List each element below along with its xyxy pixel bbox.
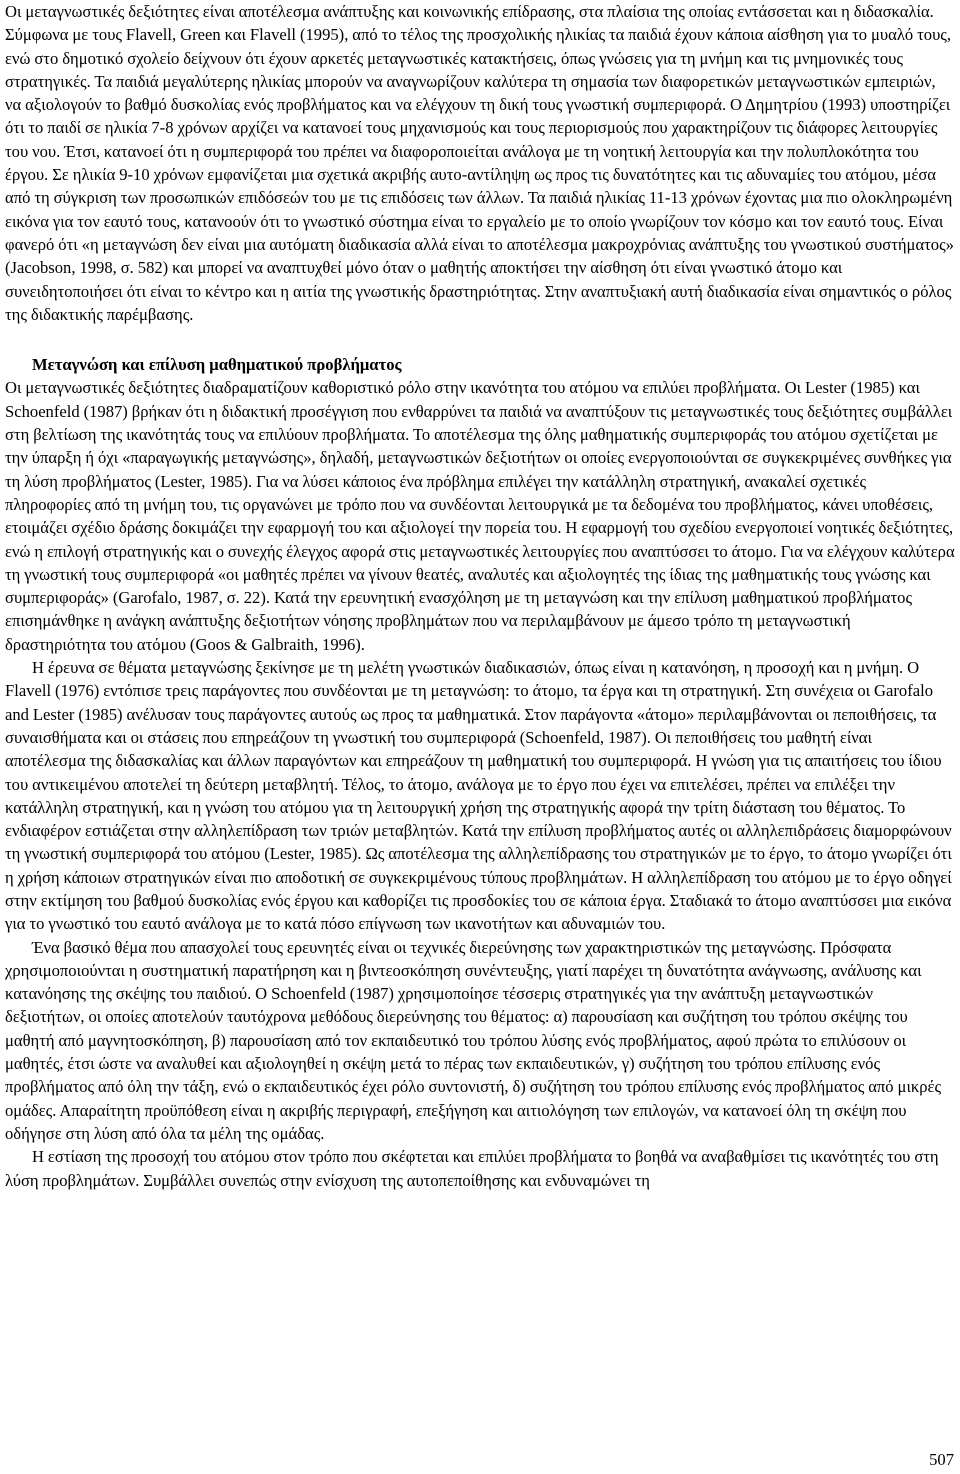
section-paragraph-1: Οι μεταγνωστικές δεξιότητες διαδραματίζουν καθοριστικό ρόλο στην ικανότητα του ατόμου να επιλύει προβλήματα. Οι Lester (1985) και Schoenfeld (1987) βρήκαν ότι η διδακτική προσέγγιση που ενθαρρύνει τα παιδιά να αναπτύξουν τις μεταγνωστικές τους δεξιότητες συμβάλλει στη βελτίωση της ικανότητάς τους να επιλύουν προβλήματα. Το αποτέλεσμα της όλης μαθηματικής συμπεριφοράς του ατόμου σχετίζεται με την ύπαρξη ή όχι «παραγωγικής μεταγνώσης», δηλαδή, μεταγνωστικών δεξιοτήτων οι οποίες ενεργοποιούνται σε συγκεκριμένες συνθήκες για τη λύση προβλήματος (Lester, 1985). Για να λύσει κάποιος ένα πρόβλημα επιλέγει την κατάλληλη στρατηγική, ανακαλεί σχετικές πληροφορίες από τη μνήμη του, τις οργανώνει με τρόπο που να συνδέονται λειτουργικά με τα δεδομένα του προβλήματος, κάνει υποθέσεις, ετοιμάζει σχέδιο δράσης δοκιμάζει την εφαρμογή του και αξιολογεί την πορεία του. Η εφαρμογή του σχεδίου ενεργοποιεί νοητικές δεξιότητες, ενώ η επιλογή στρατηγικής και ο συνεχής έλεγχος αφορά στις μεταγνωστικές λειτουργίες που αναπτύσσει το άτομο. Για να ελέγχουν καλύτερα τη γνωστική τους συμπεριφορά «οι μαθητές πρέπει να γίνουν θεατές, αναλυτές και αξιολογητές της ίδιας της μαθηματικής τους γνώσης και συμπεριφοράς» (Garofalo, 1987, σ. 22). Κατά την ερευνητική ενασχόληση με τη μεταγνώση και την επίλυση μαθηματικού προβλήματος επισημάνθηκε η ανάγκη ανάπτυξης δεξιοτήτων νόησης προβλημάτων που να περιλαμβάνουν με άμεσο τρόπο τη μεταγνωστική δραστηριότητα του ατόμου (Goos & Galbraith, 1996).: [5, 378, 955, 654]
section-paragraph-4: Η εστίαση της προσοχή του ατόμου στον τρόπο που σκέφτεται και επιλύει προβλήματα το βοηθά να αναβαθμίσει τις ικανότητές του στη λύση προβλημάτων. Συμβάλλει συνεπώς στην ενίσχυση της αυτοπεποίθησης και ενδυναμώνει τη: [5, 1147, 939, 1190]
intro-paragraph: Οι μεταγνωστικές δεξιότητες είναι αποτέλεσμα ανάπτυξης και κοινωνικής επίδρασης, στα πλαίσια της οποίας εντάσσεται και η διδασκαλία. Σύμφωνα με τους Flavell, Green και Flavell (1995), από το τέλος της προσχολικής ηλικίας τα παιδιά έχουν κάποια αίσθηση για το μυαλό τους, ενώ στο δημοτικό σχολείο δείχνουν ότι έχουν αρκετές μεταγνωστικές κατακτήσεις, όπως γνώσεις για τη μνήμη και τις μνημονικές τους στρατηγικές. Τα παιδιά μεγαλύτερης ηλικίας μπορούν να αναγνωρίζουν καλύτερα τη σημασία των διαφορετικών μεταγνωστικών εμπειριών, να αξιολογούν το βαθμό δυσκολίας ενός προβλήματος και να ελέγχουν τη δική τους γνωστική συμπεριφορά. Ο Δημητρίου (1993) υποστηρίζει ότι το παιδί σε ηλικία 7-8 χρόνων αρχίζει να κατανοεί τους μηχανισμούς και τους περιορισμούς που χαρακτηρίζουν τις διάφορες λειτουργίες του νου. Έτσι, κατανοεί ότι η συμπεριφορά του πρέπει να διαφοροποιείται ανάλογα με τη νοητική λειτουργία και την πολυπλοκότητα του έργου. Σε ηλικία 9-10 χρόνων εμφανίζεται μια σχετικά ακριβής αυτο-αντίληψη ως προς τις δυνατότητες και τις αδυναμίες του ατόμου, μέσα από τη σύγκριση των προσωπικών επιδόσεών του με τις επιδόσεις των άλλων. Τα παιδιά ηλικίας 11-13 χρόνων έχοντας μια πιο ολοκληρωμένη εικόνα για τον εαυτό τους, κατανοούν ότι το γνωστικό σύστημα είναι το εργαλείο με το οποίο γνωρίζουν τον κόσμο και τον εαυτό τους. Είναι φανερό ότι «η μεταγνώση δεν είναι μια αυτόματη διαδικασία αλλά είναι το αποτέλεσμα μακροχρόνιας ανάπτυξης του γνωστικού συστήματος» (Jacobson, 1998, σ. 582) και μπορεί να αναπτυχθεί μόνο όταν ο μαθητής αποκτήσει την αίσθηση ότι είναι γνωστικό άτομο και συνειδητοποιήσει ότι είναι το κέντρο και η αιτία της γνωστικής δραστηριότητας. Στην αναπτυξιακή αυτή διαδικασία είναι σημαντικός ο ρόλος της διδακτικής παρέμβασης.: [5, 2, 954, 324]
page-number: 507: [929, 1450, 954, 1469]
section-heading: Μεταγνώση και επίλυση μαθηματικού προβλήματος: [32, 355, 402, 375]
section-paragraph-2: Η έρευνα σε θέματα μεταγνώσης ξεκίνησε με τη μελέτη γνωστικών διαδικασιών, όπως είναι η κατανόηση, η προσοχή και η μνήμη. Ο Flavell (1976) εντόπισε τρεις παράγοντες που συνδέονται με τη μεταγνώση: το άτομο, τα έργα και τη στρατηγική. Στη συνέχεια οι Garofalo and Lester (1985) ανέλυσαν τους παράγοντες αυτούς ως προς τα μαθηματικά. Στον παράγοντα «άτομο» περιλαμβάνονται οι πεποιθήσεις, τα συναισθήματα και οι στάσεις που επηρεάζουν τη γνωστική του συμπεριφορά (Schoenfeld, 1987). Οι πεποιθήσεις του μαθητή είναι αποτέλεσμα της διδασκαλίας και άλλων παραγόντων και επηρεάζουν τη μαθηματική του συμπεριφορά. Η γνώση για τις απαιτήσεις του ίδιου του αντικειμένου αποτελεί τη δεύτερη μεταβλητή. Τέλος, το άτομο, ανάλογα με το έργο που έχει να επιτελέσει, πρέπει να επιλέξει την κατάλληλη στρατηγική, και η γνώση του ατόμου για τη λειτουργική χρήση της στρατηγικής αφορά την τρίτη διάσταση του θέματος. Το ενδιαφέρον εστιάζεται στην αλληλεπίδραση των τριών μεταβλητών. Κατά την επίλυση προβλήματος αυτές οι αλληλεπιδράσεις διαμορφώνουν τη γνωστική συμπεριφορά του ατόμου (Lester, 1985). Ως αποτέλεσμα της αλληλεπίδρασης του στρατηγικών με το έργο, το άτομο γνωρίζει ότι η χρήση κάποιων στρατηγικών είναι πιο αποδοτική σε συγκεκριμένους τύπους προβλημάτων. Η αλληλεπίδραση του ατόμου με το έργο οδηγεί στην εκτίμηση του βαθμού δυσκολίας ενός έργου και καθορίζει τις προσδοκίες του σε κάποια έργα. Σταδιακά το άτομο αναπτύσσει μια εικόνα για το γνωστικό του εαυτό ανάλογα με το κατά πόσο επίγνωση των ικανοτήτων και αδυναμιών του.: [5, 658, 952, 934]
section-paragraph-3: Ένα βασικό θέμα που απασχολεί τους ερευνητές είναι οι τεχνικές διερεύνησης των χαρακτηριστικών της μεταγνώσης. Πρόσφατα χρησιμοποιούνται η συστηματική παρατήρηση και η βιντεοσκόπηση συνέντευξης, γιατί παρέχει τη δυνατότητα ανάγνωσης, ανάλυσης και κατανόησης της σκέψης του παιδιού. Ο Schoenfeld (1987) χρησιμοποίησε τέσσερις στρατηγικές για την ανάπτυξη μεταγνωστικών δεξιοτήτων, οι οποίες αποτελούν ταυτόχρονα μεθόδους διερεύνησης του θέματος: α) παρουσίαση και συζήτηση του τρόπου σκέψης του μαθητή από μαγνητοσκόπηση, β) παρουσίαση από τον εκπαιδευτικό του τρόπου λύσης ενός προβλήματος, αφού πρώτα το επιλύσουν οι μαθητές, έτσι ώστε να αναλυθεί και αξιολογηθεί η σκέψη μετά το πέρας των εκπαιδευτικών, γ) συζήτηση του τρόπου επίλυσης ενός προβλήματος από όλη την τάξη, ενώ ο εκπαιδευτικός έχει ρόλο συντονιστή, δ) συζήτηση του τρόπου επίλυσης ενός προβλήματος από μικρές ομάδες. Απαραίτητη προϋπόθεση είναι η ακριβής περιγραφή, επεξήγηση και αιτιολόγηση των επιλογών, να κατανοεί όλη τη σκέψη που οδήγησε στη λύση από όλα τα μέλη της ομάδας.: [5, 937, 942, 1143]
document-page: [5, 0, 955, 1192]
